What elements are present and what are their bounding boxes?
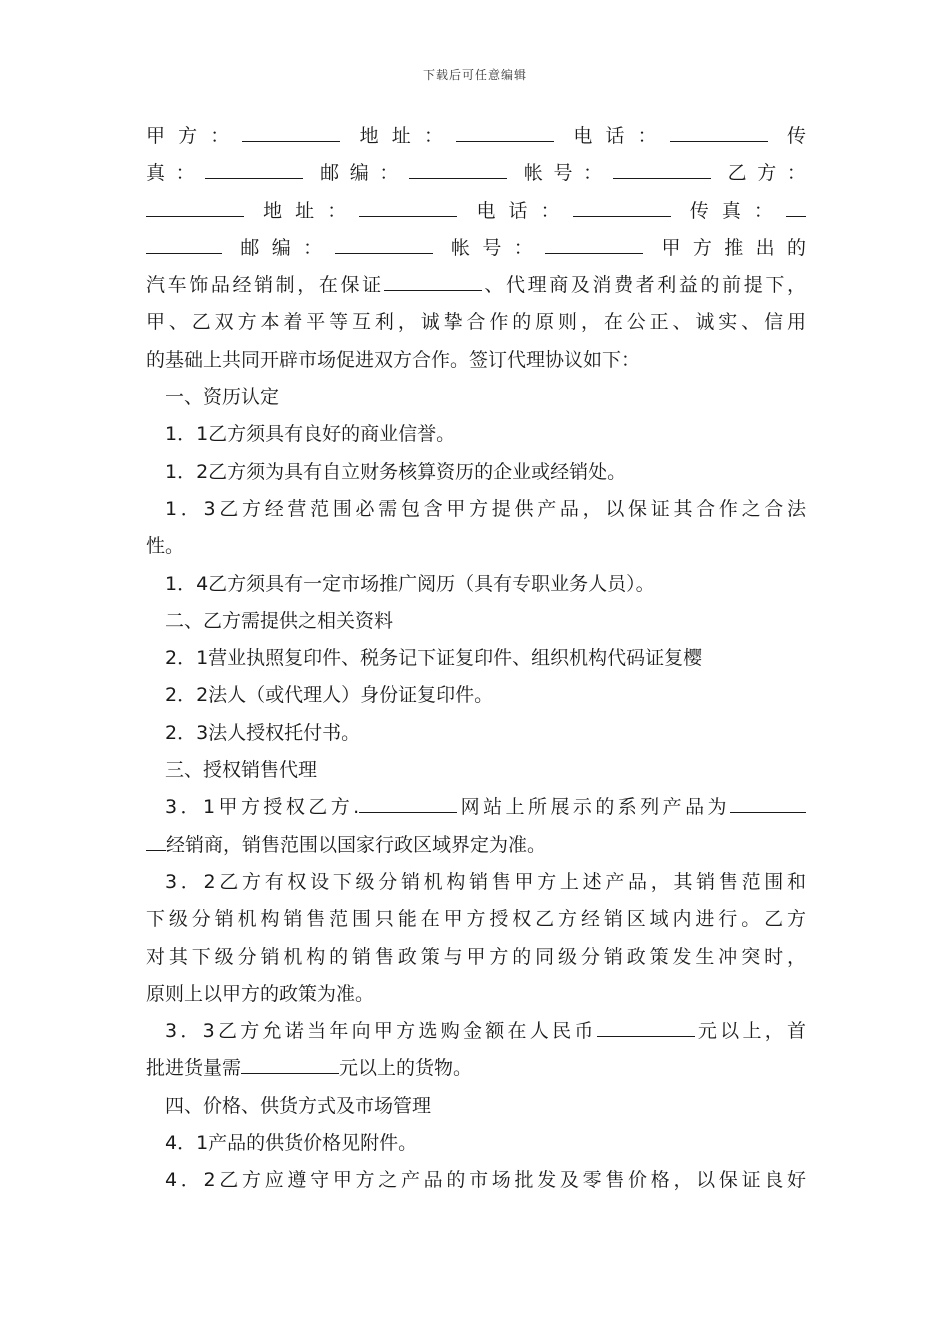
clause-3-1-cont: [146, 827, 806, 864]
account-label: 帐号：: [523, 162, 613, 185]
clause-1-3-cont: 性。: [146, 535, 185, 558]
clause-4-1: 4．1产品的供货价格见附件。: [165, 1132, 418, 1155]
party-b-info-line-2: [146, 230, 806, 267]
party-a-info-line: [146, 118, 806, 155]
clause-1-3: 1．3乙方经营范围必需包含甲方提供产品，以保证其合作之合法: [165, 497, 806, 520]
address-label: 地址：: [359, 125, 457, 147]
clause-4-2: 4．2乙方应遵守甲方之产品的市场批发及零售价格，以保证良好: [165, 1169, 806, 1192]
fax-label-start: 传: [786, 125, 806, 147]
clause-3-1-text-cont: 网站上所展示的系列产品为: [457, 796, 730, 819]
postcode-label: 邮编：: [320, 162, 410, 185]
website-blank: [359, 795, 457, 813]
phone-label: 电话：: [476, 199, 573, 222]
contract-body: [146, 118, 806, 1200]
postcode-label: 邮编：: [240, 236, 335, 259]
preamble-blank: [384, 273, 482, 291]
section-3-heading: 三、授权销售代理: [165, 759, 318, 782]
clause-1-4: 1．4乙方须具有一定市场推广阅历（具有专职业务人员）。: [165, 572, 655, 595]
party-a-label: 甲方：: [146, 125, 243, 147]
section-4-heading: 四、价格、供货方式及市场管理: [165, 1094, 432, 1117]
clause-3-3-text-cont: 元以上，首: [694, 1020, 806, 1043]
page-header: 下载后可任意编辑: [422, 68, 527, 82]
party-a-info-line-2: [146, 155, 806, 192]
clause-2-3: 2．3法人授权托付书。: [165, 721, 361, 744]
dealer-type-blank-start: [730, 795, 806, 813]
clause-2-2: 2．2法人（或代理人）身份证复印件。: [165, 684, 494, 707]
clause-3-1-text-end: 经销商，销售范围以国家行政区域界定为准。: [166, 833, 547, 856]
clause-3-1-text: 3．1甲方授权乙方.: [165, 796, 360, 819]
preamble-start: 甲方推出的: [661, 236, 806, 259]
party-a-blank: [242, 124, 340, 142]
phone-label: 电话：: [573, 125, 670, 147]
clause-3-3-text: 3．3乙方允诺当年向甲方选购金额在人民币: [165, 1020, 597, 1043]
account-blank: [545, 236, 643, 254]
clause-3-3-text-end: 元以上的货物。: [339, 1057, 473, 1080]
phone-blank: [670, 124, 768, 142]
section-2-heading: 二、乙方需提供之相关资料: [165, 609, 394, 632]
clause-1-1: 1．1乙方须具有良好的商业信誉。: [165, 423, 456, 446]
fax-blank-end: [146, 236, 222, 254]
address-blank: [456, 124, 554, 142]
postcode-blank: [409, 161, 507, 179]
purchase-amount-blank: [597, 1019, 695, 1037]
dealer-type-blank-end: [146, 833, 166, 851]
clause-2-1: 2．1营业执照复印件、税务记下证复印件、组织机构代码证复樱: [165, 647, 703, 670]
preamble-line-1: [146, 267, 806, 304]
clause-3-1: [146, 789, 806, 826]
fax-blank-start: [786, 199, 806, 217]
account-label: 帐号：: [450, 236, 546, 259]
preamble-text: 汽车饰品经销制，在保证: [146, 274, 384, 297]
party-b-info-line: [146, 193, 806, 230]
clause-3-2-cont-1: 下级分销机构销售范围只能在甲方授权乙方经销区域内进行。乙方: [146, 908, 806, 931]
clause-3-2-cont-3: 原则上以甲方的政策为准。: [146, 982, 375, 1005]
clause-3-3-cont: [146, 1050, 806, 1087]
clause-3-3: [146, 1013, 806, 1050]
party-b-label: 乙方：: [727, 162, 806, 185]
party-b-blank: [146, 199, 244, 217]
account-blank: [613, 161, 711, 179]
preamble-line-2: 甲、乙双方本着平等互利，诚挚合作的原则，在公正、诚实、信用: [146, 311, 806, 334]
section-1-heading: 一、资历认定: [165, 386, 280, 409]
first-order-blank: [241, 1056, 339, 1074]
clause-1-2: 1．2乙方须为具有自立财务核算资历的企业或经销处。: [165, 460, 627, 483]
clause-3-2-cont-2: 对其下级分销机构的销售政策与甲方的同级分销政策发生冲突时，: [146, 945, 806, 968]
address-blank: [359, 199, 457, 217]
preamble-line-3: 的基础上共同开辟市场促进双方合作。签订代理协议如下：: [146, 348, 641, 371]
phone-blank: [573, 199, 671, 217]
clause-3-3-text-2: 批进货量需: [146, 1057, 242, 1080]
fax-blank: [205, 161, 303, 179]
postcode-blank: [335, 236, 433, 254]
fax-label-end: 真：: [146, 162, 206, 185]
preamble-text-cont: 、代理商及消费者利益的前提下，: [481, 274, 806, 297]
fax-label: 传真：: [689, 199, 786, 222]
address-label: 地址：: [263, 199, 360, 222]
clause-3-2: 3．2乙方有权设下级分销机构销售甲方上述产品，其销售范围和: [165, 870, 806, 893]
